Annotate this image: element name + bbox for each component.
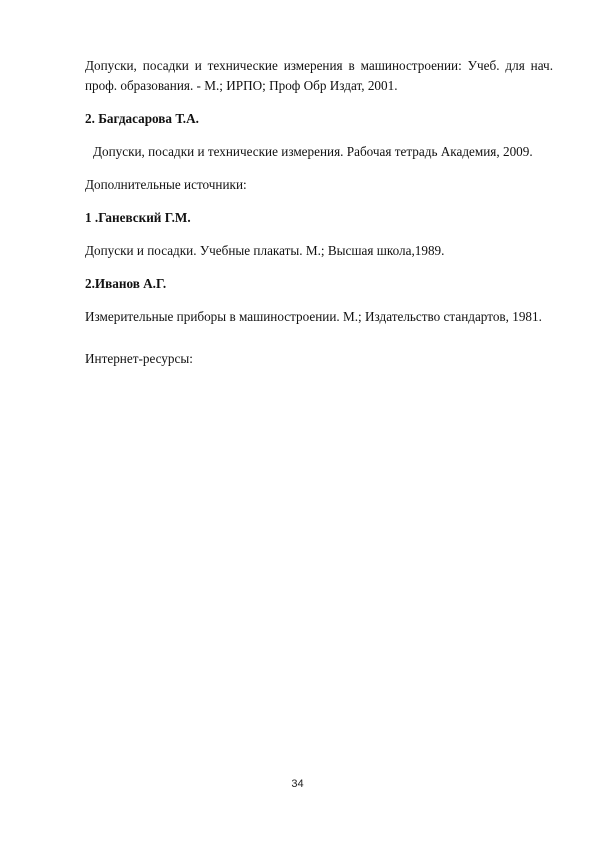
page-number: 34	[291, 778, 304, 790]
internet-resources-heading: Интернет-ресурсы:	[85, 351, 193, 366]
additional-reference-2-text: Измерительные приборы в машиностроении. М.; Издательство стандартов, 1981.	[85, 309, 542, 324]
reference-2-text: Допуски, посадки и технические измерения. Рабочая тетрадь Академия, 2009.	[93, 144, 533, 159]
additional-reference-1-author: 1 .Ганевский Г.М.	[85, 210, 191, 225]
page-content	[85, 56, 553, 382]
reference-1-text: Допуски, посадки и технические измерения в машиностроении: Учеб. для нач. проф. образования. - М.; ИРПО; Проф Обр Издат, 2001.	[85, 58, 553, 93]
additional-reference-1-text: Допуски и посадки. Учебные плакаты. М.; Высшая школа,1989.	[85, 243, 445, 258]
reference-2-author: 2. Багдасарова Т.А.	[85, 111, 199, 126]
additional-reference-2-author: 2.Иванов А.Г.	[85, 276, 167, 291]
additional-sources-heading: Дополнительные источники:	[85, 177, 247, 192]
